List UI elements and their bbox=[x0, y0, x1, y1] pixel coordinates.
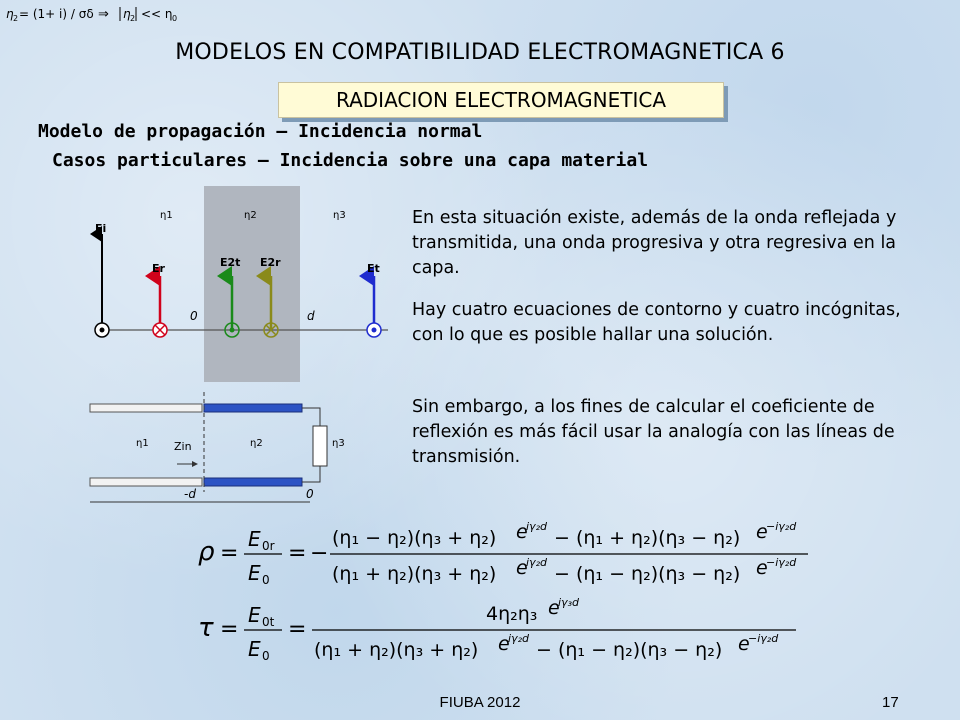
medium-label-2: η2 bbox=[244, 210, 257, 221]
svg-text:2: 2 bbox=[130, 14, 136, 23]
svg-text:e: e bbox=[516, 521, 528, 543]
svg-text:4η₂η₃: 4η₂η₃ bbox=[486, 603, 538, 625]
paragraph-3: Sin embargo, a los fines de calcular el coeficiente de reflexión es más fácil usar la analogía con las líneas de transmisión. bbox=[412, 397, 895, 467]
svg-text:0: 0 bbox=[262, 649, 270, 663]
input-impedance-label: Zin bbox=[174, 440, 192, 453]
svg-text:−: − bbox=[310, 541, 329, 566]
svg-text:− (η₁ − η₂)(η₃ − η₂): − (η₁ − η₂)(η₃ − η₂) bbox=[536, 639, 723, 661]
svg-text:η: η bbox=[123, 7, 131, 21]
svg-text:e: e bbox=[756, 557, 768, 579]
svg-text:(η₁ + η₂)(η₃ + η₂): (η₁ + η₂)(η₃ + η₂) bbox=[314, 639, 479, 661]
line-position-end: 0 bbox=[306, 487, 314, 501]
svg-text:e: e bbox=[548, 597, 560, 619]
line-impedance-3: η3 bbox=[332, 438, 345, 449]
line-impedance-2: η2 bbox=[250, 438, 263, 449]
medium-label-3: η3 bbox=[333, 210, 346, 221]
line-section-bottom bbox=[204, 478, 302, 486]
svg-text:0: 0 bbox=[262, 573, 270, 587]
svg-text:ρ: ρ bbox=[198, 537, 215, 567]
layer-diagram bbox=[80, 180, 410, 510]
svg-text:−iγ₂d: −iγ₂d bbox=[766, 520, 797, 533]
svg-text:=: = bbox=[220, 617, 239, 642]
line-impedance-1: η1 bbox=[136, 438, 149, 449]
svg-text:e: e bbox=[738, 633, 750, 655]
svg-text:η: η bbox=[6, 7, 14, 21]
thickness-label: d bbox=[307, 309, 315, 323]
page-number: 17 bbox=[882, 694, 899, 711]
svg-text:0r: 0r bbox=[262, 539, 275, 553]
section-heading: Modelo de propagación – Incidencia normal bbox=[38, 121, 483, 142]
svg-text:= (1+ i) / σδ: = (1+ i) / σδ bbox=[19, 7, 94, 21]
line-section-top bbox=[204, 404, 302, 412]
svg-text:iγ₂d: iγ₂d bbox=[526, 556, 547, 569]
svg-text:− (η₁ + η₂)(η₃ − η₂): − (η₁ + η₂)(η₃ − η₂) bbox=[554, 527, 741, 549]
transmitted-field-label: Et bbox=[367, 262, 380, 275]
slide-subtitle: RADIACION ELECTROMAGNETICA bbox=[336, 88, 666, 112]
svg-text:−iγ₂d: −iγ₂d bbox=[748, 632, 779, 645]
reflection-coefficient-equation bbox=[196, 518, 816, 588]
svg-text:<< η: << η bbox=[141, 7, 173, 21]
section-subheading: Casos particulares – Incidencia sobre una capa material bbox=[52, 150, 649, 171]
svg-text:E: E bbox=[248, 561, 261, 585]
svg-text:0t: 0t bbox=[262, 615, 275, 629]
reflected-field-label: Er bbox=[152, 262, 165, 275]
svg-text:E: E bbox=[248, 603, 261, 627]
layer-backward-label: E2r bbox=[260, 256, 281, 269]
svg-text:e: e bbox=[516, 557, 528, 579]
svg-text:=: = bbox=[220, 541, 239, 566]
slide-title: MODELOS EN COMPATIBILIDAD ELECTROMAGNETICA 6 bbox=[175, 40, 785, 65]
svg-text:iγ₃d: iγ₃d bbox=[558, 596, 579, 609]
load-resistor bbox=[313, 426, 327, 466]
svg-text:iγ₂d: iγ₂d bbox=[526, 520, 547, 533]
svg-text:=: = bbox=[288, 541, 307, 566]
svg-text:E: E bbox=[248, 637, 261, 661]
header-formula bbox=[4, 2, 204, 24]
svg-text:−iγ₂d: −iγ₂d bbox=[766, 556, 797, 569]
svg-text:2: 2 bbox=[13, 14, 19, 23]
svg-text:τ: τ bbox=[198, 613, 214, 643]
subtitle-box bbox=[278, 82, 724, 118]
paragraph-2: Hay cuatro ecuaciones de contorno y cuatro incógnitas, con lo que es posible hallar una solución. bbox=[412, 300, 901, 345]
svg-text:e: e bbox=[756, 521, 768, 543]
origin-label: 0 bbox=[190, 309, 198, 323]
svg-text:iγ₂d: iγ₂d bbox=[508, 632, 529, 645]
paragraph-1: En esta situación existe, además de la onda reflejada y transmitida, una onda progresiva y otra regresiva en la capa. bbox=[412, 208, 897, 278]
incident-field-label: Ei bbox=[95, 222, 107, 235]
svg-text:(η₁ − η₂)(η₃ + η₂): (η₁ − η₂)(η₃ + η₂) bbox=[332, 527, 497, 549]
svg-text:E: E bbox=[248, 527, 261, 551]
medium-label-1: η1 bbox=[160, 210, 173, 221]
footer-institution: FIUBA 2012 bbox=[439, 694, 521, 711]
svg-text:(η₁ + η₂)(η₃ + η₂): (η₁ + η₂)(η₃ + η₂) bbox=[332, 563, 497, 585]
svg-text:− (η₁ − η₂)(η₃ − η₂): − (η₁ − η₂)(η₃ − η₂) bbox=[554, 563, 741, 585]
layer-forward-label: E2t bbox=[220, 256, 241, 269]
svg-text:e: e bbox=[498, 633, 510, 655]
svg-text:0: 0 bbox=[172, 14, 178, 23]
line-position-start: -d bbox=[184, 487, 196, 501]
svg-text:=: = bbox=[288, 617, 307, 642]
svg-text:⇒: ⇒ bbox=[98, 7, 109, 22]
transmission-coefficient-equation bbox=[196, 594, 816, 664]
